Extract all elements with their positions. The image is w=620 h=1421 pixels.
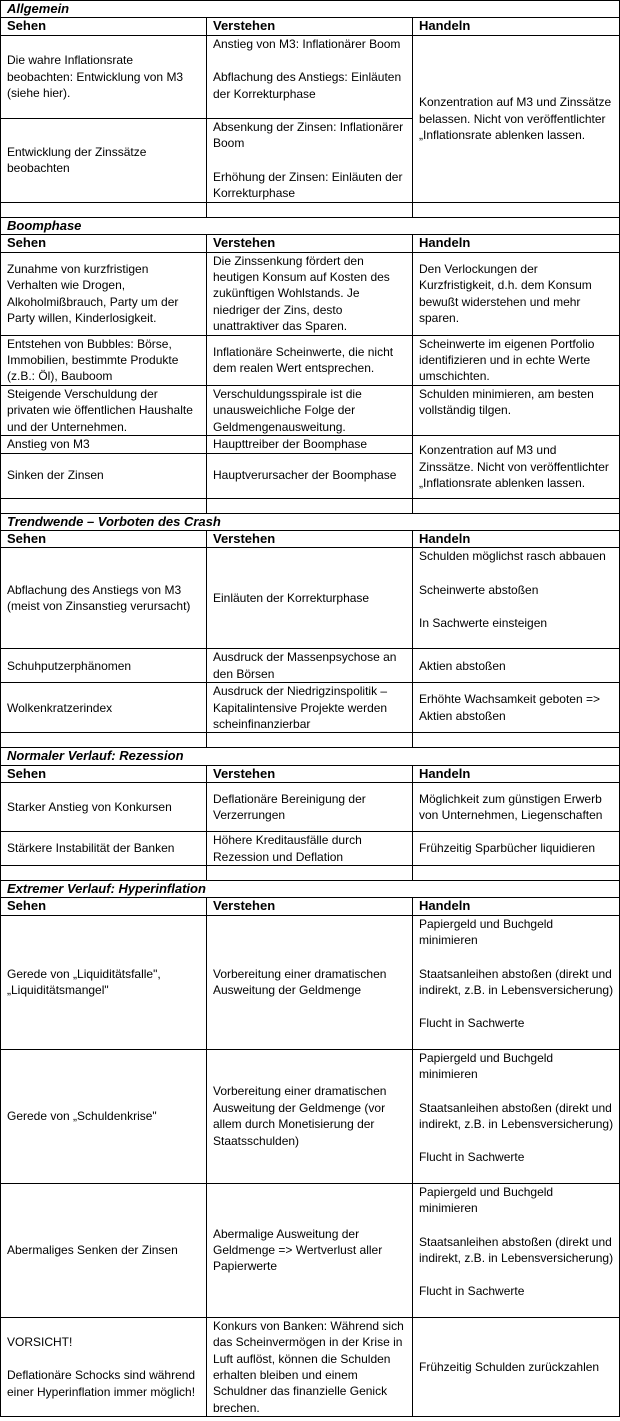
table-row: [1, 1049, 620, 1183]
header-row: [1, 235, 620, 252]
section-title: Extremer Verlauf: Hyperinflation: [1, 880, 620, 897]
section-recession: [1, 748, 620, 765]
cell-text: Anstieg von M3: Inflationärer Boom: [213, 36, 401, 51]
section-turn: [1, 513, 620, 530]
table-row: [1, 35, 620, 118]
section-title: Normaler Verlauf: Rezession: [1, 748, 620, 765]
cell-text: Deflationäre Schocks sind während einer Hyperinflation immer möglich!: [7, 1368, 196, 1399]
cell-text: Staatsanleihen abstoßen (direkt und indirekt, z.B. in Lebensversicherung): [419, 1100, 614, 1131]
column-header-act: Handeln: [413, 235, 620, 252]
cell-see: Abflachung des Anstiegs von M3 (meist von Zinsanstieg verursacht): [1, 548, 207, 649]
cell-understand: Die Zinssenkung fördert den heutigen Konsum auf Kosten des zukünftigen Wohlstands. Je niedriger der Zins, desto unattraktiver das Sparen.: [207, 252, 413, 335]
column-header-understand: Verstehen: [207, 530, 413, 547]
cell-act: Scheinwerte im eigenen Portfolio identifizieren und in echte Werte umschichten.: [413, 335, 620, 385]
section-general: [1, 1, 620, 18]
cell-see: Wolkenkratzerindex: [1, 683, 207, 733]
cell-act: [413, 915, 620, 1049]
cell-text: Flucht in Sachwerte: [419, 1150, 525, 1165]
cell-see: Die wahre Inflationsrate beobachten: Entwicklung von M3 (siehe hier).: [1, 35, 207, 118]
table-row: [1, 783, 620, 832]
cell-see: Entwicklung der Zinssätze beobachten: [1, 118, 207, 202]
cell-text: Papiergeld und Buchgeld minimieren: [419, 1050, 554, 1082]
table-row: [1, 548, 620, 649]
cell-text: Erhöhung der Zinsen: Einläuten der Korrekturphase: [213, 169, 403, 201]
cell-text: Papiergeld und Buchgeld minimieren: [419, 916, 554, 948]
cell-text: Flucht in Sachwerte: [419, 1284, 525, 1299]
table-row: [1, 1317, 620, 1416]
section-title: Boomphase: [1, 217, 620, 234]
table-row: [1, 832, 620, 866]
section-title: Allgemein: [1, 1, 620, 18]
cell-act: Aktien abstoßen: [413, 649, 620, 683]
cell-act: [413, 1049, 620, 1183]
table-row: [1, 1183, 620, 1317]
cell-see: Schuhputzerphänomen: [1, 649, 207, 683]
column-header-understand: Verstehen: [207, 235, 413, 252]
cell-see: Abermaliges Senken der Zinsen: [1, 1183, 207, 1317]
cell-understand: [207, 118, 413, 202]
cell-see: Stärkere Instabilität der Banken: [1, 832, 207, 866]
section-boom: [1, 217, 620, 234]
cell-understand: Ausdruck der Massenpsychose an den Börsen: [207, 649, 413, 683]
cell-act: Konzentration auf M3 und Zinssätze belassen. Nicht von veröffentlichter „Inflationsrate ablenken lassen.: [413, 35, 620, 202]
cell-see: Starker Anstieg von Konkursen: [1, 783, 207, 832]
cell-text: In Sachwerte einsteigen: [419, 616, 548, 631]
cell-see: Anstieg von M3: [1, 436, 207, 453]
header-row: [1, 898, 620, 915]
empty-row: [1, 202, 620, 217]
empty-row: [1, 865, 620, 880]
table-row: [1, 649, 620, 683]
section-title: Trendwende – Vorboten des Crash: [1, 513, 620, 530]
header-row: [1, 18, 620, 35]
cell-act: Schulden minimieren, am besten vollständig tilgen.: [413, 385, 620, 435]
column-header-understand: Verstehen: [207, 898, 413, 915]
cell-text: Staatsanleihen abstoßen (direkt und indirekt, z.B. in Lebensversicherung): [419, 966, 614, 997]
cell-act: [413, 548, 620, 649]
cell-see: Gerede von „Liquiditätsfalle", „Liquiditätsmangel": [1, 915, 207, 1049]
column-header-see: Sehen: [1, 898, 207, 915]
cell-see: Gerede von „Schuldenkrise": [1, 1049, 207, 1183]
cell-understand: Inflationäre Scheinwerte, die nicht dem realen Wert entsprechen.: [207, 335, 413, 385]
cell-understand: Konkurs von Banken: Während sich das Scheinvermögen in der Krise in Luft auflöst, können die Schulden erhalten bleiben und einem Schuldner das finanzielle Genick brechen.: [207, 1317, 413, 1416]
column-header-act: Handeln: [413, 898, 620, 915]
cell-text: Staatsanleihen abstoßen (direkt und indirekt, z.B. in Lebensversicherung): [419, 1234, 614, 1265]
cell-text: VORSICHT!: [7, 1334, 73, 1349]
cell-see: Entstehen von Bubbles: Börse, Immobilien, bestimmte Produkte (z.B.: Öl), Bauboom: [1, 335, 207, 385]
cell-understand: Vorbereitung einer dramatischen Ausweitung der Geldmenge (vor allem durch Monetisierung der Staatsschulden): [207, 1049, 413, 1183]
cell-understand: Hauptverursacher der Boomphase: [207, 453, 413, 498]
cell-understand: Vorbereitung einer dramatischen Ausweitung der Geldmenge: [207, 915, 413, 1049]
cell-understand: Ausdruck der Niedrigzinspolitik – Kapitalintensive Projekte werden scheinfinanzierbar: [207, 683, 413, 733]
cell-understand: Deflationäre Bereinigung der Verzerrungen: [207, 783, 413, 832]
column-header-see: Sehen: [1, 765, 207, 782]
cell-see: Zunahme von kurzfristigen Verhalten wie Drogen, Alkoholmißbrauch, Party um der Party willen, Kinderlosigkeit.: [1, 252, 207, 335]
cell-act: Frühzeitig Sparbücher liquidieren: [413, 832, 620, 866]
table-row: [1, 683, 620, 733]
cell-act: Frühzeitig Schulden zurückzahlen: [413, 1317, 620, 1416]
cell-act: Erhöhte Wachsamkeit geboten => Aktien abstoßen: [413, 683, 620, 733]
cell-act: Möglichkeit zum günstigen Erwerb von Unternehmen, Liegenschaften: [413, 783, 620, 832]
column-header-understand: Verstehen: [207, 18, 413, 35]
empty-row: [1, 498, 620, 513]
empty-row: [1, 733, 620, 748]
cell-text: Abflachung des Anstiegs: Einläuten der Korrekturphase: [213, 70, 402, 101]
header-row: [1, 765, 620, 782]
cell-understand: Höhere Kreditausfälle durch Rezession und Deflation: [207, 832, 413, 866]
column-header-understand: Verstehen: [207, 765, 413, 782]
column-header-act: Handeln: [413, 765, 620, 782]
table-row: [1, 385, 620, 435]
cell-understand: Verschuldungsspirale ist die unausweichliche Folge der Geldmengenausweitung.: [207, 385, 413, 435]
cell-act: Konzentration auf M3 und Zinssätze. Nicht von veröffentlichter „Inflationsrate ablenken lassen.: [413, 436, 620, 498]
cell-text: Absenkung der Zinsen: Inflationärer Boom: [213, 119, 404, 151]
column-header-see: Sehen: [1, 530, 207, 547]
cell-see: Sinken der Zinsen: [1, 453, 207, 498]
cell-see: [1, 1317, 207, 1416]
cell-understand: [207, 35, 413, 118]
cell-act: [413, 1183, 620, 1317]
cell-understand: Einläuten der Korrekturphase: [207, 548, 413, 649]
cell-understand: Abermalige Ausweitung der Geldmenge => Wertverlust aller Papierwerte: [207, 1183, 413, 1317]
table-row: [1, 436, 620, 453]
table-row: [1, 915, 620, 1049]
table-row: [1, 335, 620, 385]
column-header-see: Sehen: [1, 18, 207, 35]
section-hyperinflation: [1, 880, 620, 897]
cell-text: Scheinwerte abstoßen: [419, 582, 539, 597]
cell-text: Papiergeld und Buchgeld minimieren: [419, 1184, 554, 1216]
table-row: [1, 252, 620, 335]
cell-act: Den Verlockungen der Kurzfristigkeit, d.h. dem Konsum bewußt widerstehen und mehr sparen.: [413, 252, 620, 335]
header-row: [1, 530, 620, 547]
cell-understand: Haupttreiber der Boomphase: [207, 436, 413, 453]
column-header-see: Sehen: [1, 235, 207, 252]
cell-see: Steigende Verschuldung der privaten wie öffentlichen Haushalte und der Unternehmen.: [1, 385, 207, 435]
cell-text: Schulden möglichst rasch abbauen: [419, 549, 606, 564]
column-header-act: Handeln: [413, 18, 620, 35]
cell-text: Flucht in Sachwerte: [419, 1016, 525, 1031]
column-header-act: Handeln: [413, 530, 620, 547]
